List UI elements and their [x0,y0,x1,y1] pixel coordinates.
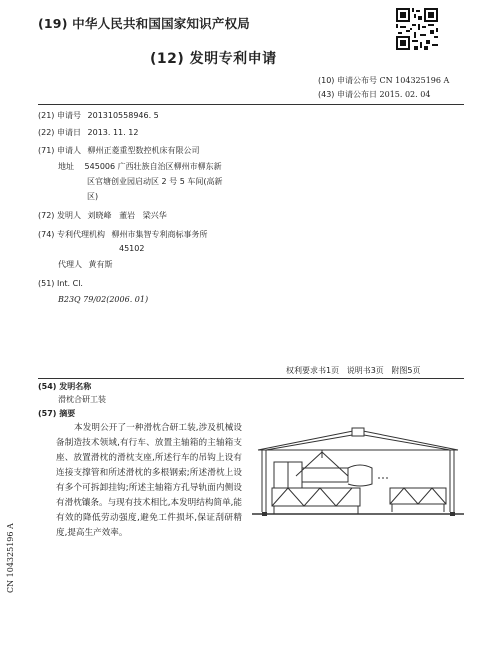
side-publication-number: CN 104325196 A [6,523,15,593]
abstract-drawing [252,422,464,522]
pages-info: 权利要求书1页 说明书3页 附图5页 [286,366,421,375]
address-line-1: 545006 广西壮族自治区柳州市柳东新 [84,162,222,171]
title-label: (54) 发明名称 [38,382,92,391]
application-number-label: (21) 申请号 [38,111,81,120]
address-label: 地址 [58,162,74,171]
address-line-2: 区官塘创业园启动区 2 号 5 车间(高新 [87,177,223,186]
agency-code: 45102 [119,244,145,253]
publication-date-label: (43) 申请公布日 [318,90,377,99]
publication-number: CN 104325196 A [379,76,450,85]
agent-label: 代理人 [58,260,82,269]
invention-title: 滑枕合研工装 [58,395,106,404]
applicant-label: (71) 申请人 [38,146,81,155]
applicant: 柳州正菱重型数控机床有限公司 [87,146,200,155]
agency-label: (74) 专利代理机构 [38,230,105,239]
publication-number-label: (10) 申请公布号 [318,76,377,85]
document-type: (12) 发明专利申请 [150,51,277,67]
int-cl-label: (51) Int. Cl. [38,279,83,288]
qr-code [396,8,438,50]
inventors-label: (72) 发明人 [38,211,81,220]
agency-name: 柳州市集智专利商标事务所 [111,230,208,239]
inventors: 刘晓峰 董岩 梁兴华 [87,211,167,220]
section-divider [38,378,464,379]
int-cl-code: B23Q 79/02(2006. 01) [58,295,149,304]
filing-date-label: (22) 申请日 [38,128,81,137]
abstract-label: (57) 摘要 [38,409,76,418]
address-line-3: 区) [87,192,99,201]
filing-date: 2013. 11. 12 [87,128,139,137]
abstract-text: 本发明公开了一种滑枕合研工装,涉及机械设备制造技术领域,有行车、放置主轴箱的主轴箱支座、放置滑枕的滑枕支座,所述行车的吊钩上设有连接支撑管和所述滑枕的多根钢索;所述滑枕上设有多个可拆卸挂钩;所述主轴箱方孔导轨面内侧设有滑枕镶条。与现有技术相比,本发明结构简单,能有效的降低劳动强度,避免工件损坏,保证刮研精度,提高生产效率。 [56,423,242,538]
application-number: 201310558946. 5 [87,111,159,120]
publication-date: 2015. 02. 04 [379,90,431,99]
header-divider [38,104,464,105]
agent-name: 黄有斯 [88,260,113,269]
office-name: (19) 中华人民共和国国家知识产权局 [38,16,250,31]
